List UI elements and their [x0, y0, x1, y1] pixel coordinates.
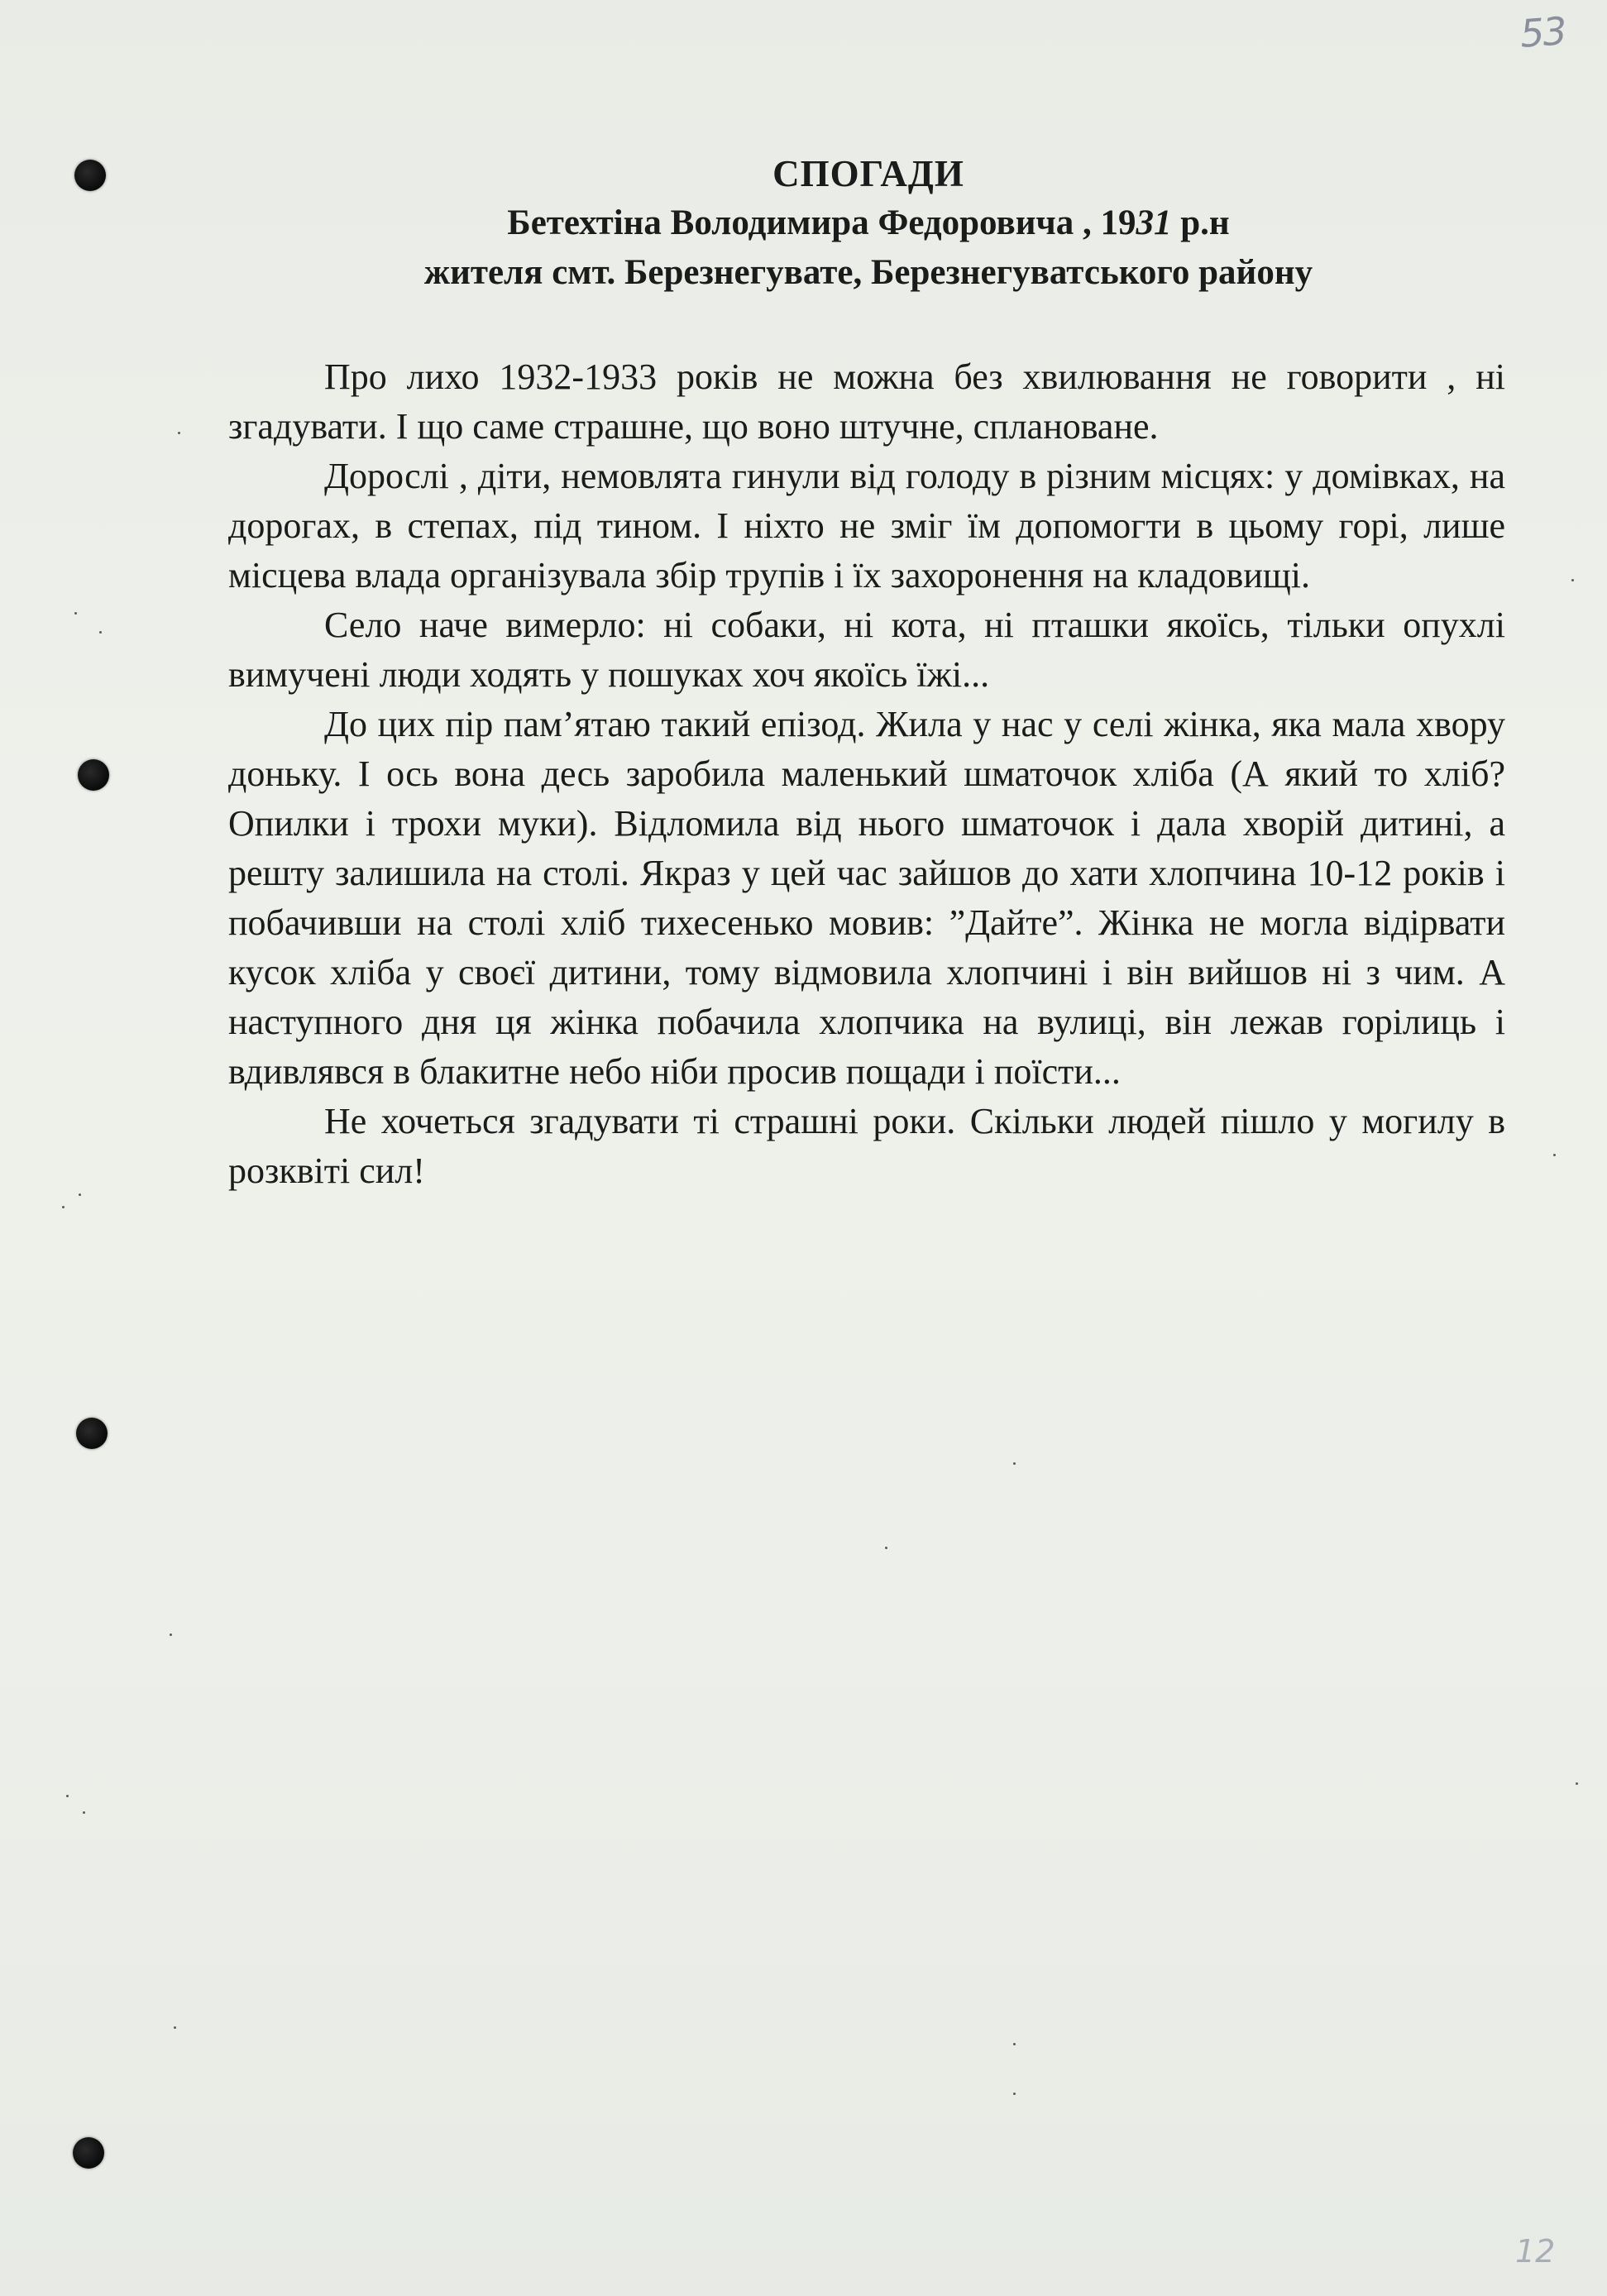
scan-speck — [174, 2026, 176, 2029]
scan-speck — [885, 1547, 887, 1549]
birth-suffix: р.н — [1171, 203, 1230, 242]
scan-speck — [83, 1811, 85, 1814]
paragraph: До цих пір пам’ятаю такий епізод. Жила у нас у селі жінка, яка мала хвору доньку. І ось вона десь заробила маленький шматочок хліба (А який то хліб? Опилки і трохи муки). Відломила від нього шматочок і дала хворій дитині, а решту залишила на столі. Якраз у цей час зайшов до хати хлопчина 10-12 років і побачивши на столі хліб тихесенько мовив: ”Дайте”. Жінка не могла відірвати кусок хліба у своєї дитини, тому відмовила хлопчині і він вийшов ні з чим. А наступного дня ця жінка побачила хлопчика на вулиці, він лежав горілиць і вдивлявся в блакитне небо ніби просив пощади і поїсти... — [228, 704, 1505, 1092]
scan-speck — [99, 631, 102, 634]
paragraph: Про лихо 1932-1933 років не можна без хвилювання не говорити , ні згадувати. І що саме страшне, що воно штучне, сплановане. — [228, 356, 1505, 447]
paragraph: Дорослі , діти, немовлята гинули від голоду в різним місцях: у домівках, на дорогах, в степах, під тином. І ніхто не зміг їм допомогти в цьому горі, лише місцева влада організувала збір трупів і їх захоронення на кладовищі. — [228, 456, 1505, 596]
handwritten-year-digits: 31 — [1136, 203, 1172, 242]
scan-speck — [1553, 1154, 1556, 1156]
document-title: СПОГАДИ — [772, 153, 964, 194]
scan-speck — [79, 1193, 81, 1196]
paragraph: Не хочеться згадувати ті страшні роки. Скільки людей пішло у могилу в розквіті сил! — [228, 1101, 1505, 1191]
punch-hole-upper-middle — [78, 759, 109, 791]
handwritten-page-number: 53 — [1519, 8, 1567, 56]
scan-speck — [1013, 2043, 1016, 2045]
scan-speck — [178, 432, 180, 434]
scan-speck — [62, 1206, 65, 1208]
corner-pencil-mark: 12 — [1515, 2233, 1556, 2270]
scan-speck — [74, 612, 77, 615]
author-name: Бетехтіна Володимира Федоровича , 19 — [507, 203, 1136, 242]
residence-line: жителя смт. Березнегувате, Березнегуватського району — [423, 253, 1313, 292]
memoir-body — [228, 352, 1505, 1196]
scan-speck — [1013, 1462, 1016, 1465]
scan-speck — [1571, 579, 1574, 581]
scan-speck — [66, 1795, 69, 1797]
paragraph: Село наче вимерло: ні собаки, ні кота, ні пташки якоїсь, тільки опухлі вимучені люди ходять у пошуках хоч якоїсь їжі... — [228, 605, 1505, 695]
document-header — [232, 149, 1505, 298]
author-line — [232, 199, 1505, 248]
punch-hole-top — [74, 160, 106, 191]
scan-speck — [1576, 1782, 1578, 1785]
scan-speck — [1013, 2093, 1016, 2095]
punch-hole-bottom — [73, 2137, 104, 2169]
punch-hole-lower-middle — [76, 1418, 108, 1449]
scan-speck — [170, 1634, 172, 1636]
